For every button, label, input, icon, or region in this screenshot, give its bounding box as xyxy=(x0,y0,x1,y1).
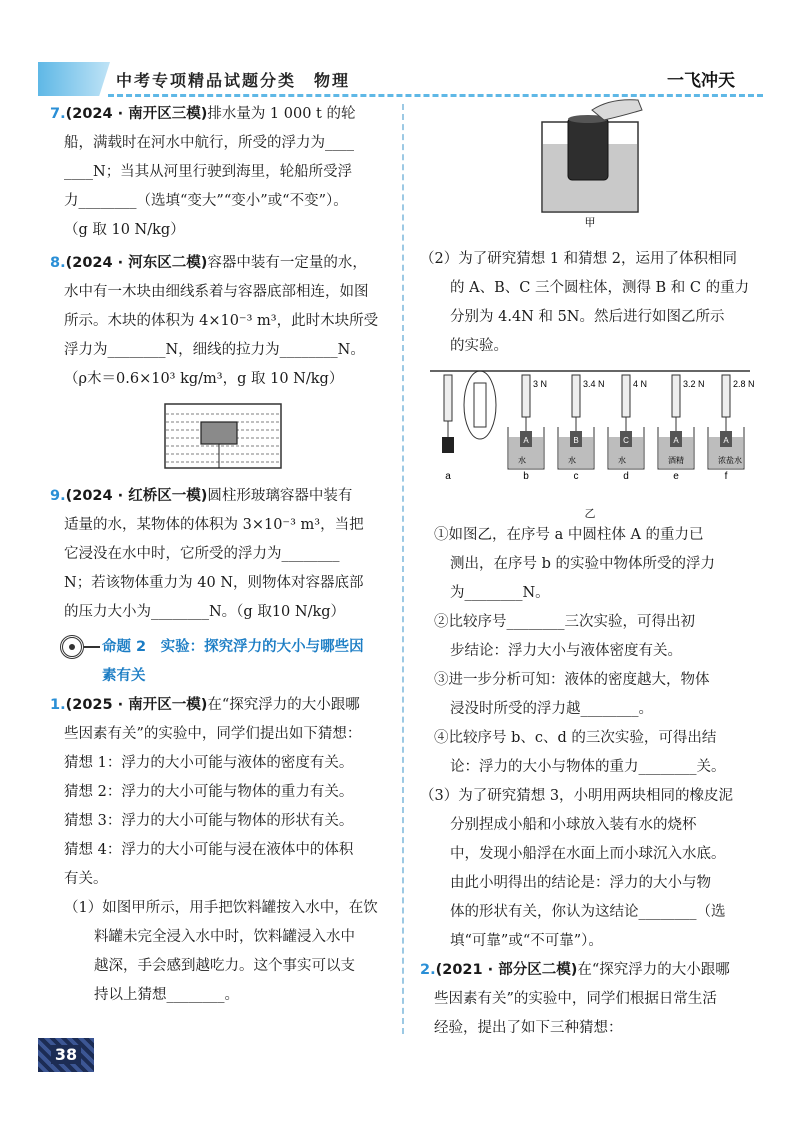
question-text: 所示。木块的体积为 4×10⁻³ m³，此时木块所受 xyxy=(64,313,379,329)
hypothesis-3: 猜想 3：浮力的大小可能与物体的形状有关。 xyxy=(64,813,354,829)
question-text: 力________（选填“变大”“变小”或“不变”）。 xyxy=(64,193,348,209)
liquid-label: 酒精 xyxy=(668,456,684,465)
part-2-text: 的 A、B、C 三个圆柱体，测得 B 和 C 的重力 xyxy=(450,280,750,296)
setup-a xyxy=(442,371,496,482)
arrow-icon xyxy=(84,646,100,648)
setup-f xyxy=(708,375,755,482)
part-3-text: 分别捏成小船和小球放入装有水的烧杯 xyxy=(450,817,697,833)
question-source: (2024 · 红桥区一模) xyxy=(65,488,208,504)
setup-d xyxy=(608,375,647,482)
cylinder-label: A xyxy=(523,436,529,445)
page-number-badge xyxy=(38,1038,94,1072)
setup-label: e xyxy=(673,471,679,482)
question-text: 在“探究浮力的大小跟哪 xyxy=(207,697,360,713)
setup-label: d xyxy=(623,471,629,482)
question-text: 排水量为 1 000 t 的轮 xyxy=(207,106,356,122)
header-title: 中考专项精品试题分类 物理 xyxy=(116,71,351,90)
left-column xyxy=(50,100,395,1010)
question-source: (2024 · 河东区二模) xyxy=(65,255,208,271)
question-text: 圆柱形玻璃容器中装有 xyxy=(207,488,353,504)
part-3-text: 填“可靠”或“不可靠”）。 xyxy=(450,933,603,949)
setup-c xyxy=(558,375,605,482)
part-2-text: 的实验。 xyxy=(450,338,508,354)
target-icon xyxy=(60,635,84,659)
part-3-text: 体的形状有关，你认为这结论________（选 xyxy=(450,904,726,920)
question-source: (2024 · 南开区三模) xyxy=(65,106,208,122)
topic-title-line2: 素有关 xyxy=(102,668,146,684)
setup-e xyxy=(658,375,705,482)
question-8 xyxy=(50,249,395,474)
scale-reading: 2.8 N xyxy=(733,379,755,389)
question-number: 9. xyxy=(50,488,66,504)
part-1-text: （1）如图甲所示，用手把饮料罐按入水中，在饮 xyxy=(64,900,378,916)
spring-scale xyxy=(522,375,530,417)
scale-reading: 3 N xyxy=(533,379,548,389)
question-text: 船，满载时在河水中航行，所受的浮力为____ xyxy=(64,135,354,151)
question-9 xyxy=(50,482,395,627)
liquid-label: 水 xyxy=(618,456,626,465)
scale-reading: 3.4 N xyxy=(583,379,605,389)
hypothesis-4: 猜想 4：浮力的大小可能与浸在液体中的体积 xyxy=(64,842,354,858)
part-2-text: （2）为了研究猜想 1 和猜想 2，运用了体积相同 xyxy=(420,251,738,267)
question-number: 1. xyxy=(50,697,66,713)
part-2-text: 分别为 4.4N 和 5N。然后进行如图乙所示 xyxy=(450,309,725,325)
cylinder-label: A xyxy=(673,436,679,445)
figure-yi-caption: 乙 xyxy=(584,507,596,520)
sub-1: 为________N。 xyxy=(450,585,550,601)
setup-b xyxy=(508,375,547,482)
setup-label: b xyxy=(523,471,529,482)
spring-scale xyxy=(622,375,630,417)
sub-4: ④比较序号 b、c、d 的三次实验，可得出结 xyxy=(434,730,717,746)
question-text: 经验，提出了如下三种猜想： xyxy=(434,1020,623,1036)
column-divider xyxy=(402,104,404,1034)
topic-heading xyxy=(50,633,395,691)
question-2 xyxy=(420,956,760,1043)
liquid-label: 水 xyxy=(568,456,576,465)
setup-label: f xyxy=(724,471,728,482)
question-number: 8. xyxy=(50,255,66,271)
part-3-text: 由此小明得出的结论是：浮力的大小与物 xyxy=(450,875,711,891)
question-text: 水中有一木块由细线系着与容器底部相连，如图 xyxy=(64,284,369,300)
question-number: 2. xyxy=(420,962,436,978)
question-text: 容器中装有一定量的水， xyxy=(207,255,367,271)
container-wood-block-figure xyxy=(163,402,283,474)
page-number: 38 xyxy=(51,1045,81,1064)
figure-jia-can-in-water xyxy=(530,96,660,228)
liquid-label: 浓盐水 xyxy=(718,456,742,465)
cylinder-label: A xyxy=(723,436,729,445)
question-number: 7. xyxy=(50,106,66,122)
sub-1: 测出，在序号 b 的实验中物体所受的浮力 xyxy=(450,556,715,572)
liquid-label: 水 xyxy=(518,456,526,465)
question-text: N；若该物体重力为 40 N，则物体对容器底部 xyxy=(64,575,364,591)
question-text: 些因素有关”的实验中，同学们提出如下猜想： xyxy=(64,726,362,742)
page-header xyxy=(38,62,763,98)
figure-yi-spring-scales xyxy=(430,369,755,499)
question-text: 它浸没在水中时，它所受的浮力为________ xyxy=(64,546,340,562)
cylinder-label: B xyxy=(573,436,579,445)
sub-2: 步结论：浮力大小与液体密度有关。 xyxy=(450,643,682,659)
hypothesis-2: 猜想 2：浮力的大小可能与物体的重力有关。 xyxy=(64,784,354,800)
figure-jia-label: 甲 xyxy=(584,217,596,229)
sub-4: 论：浮力的大小与物体的重力________关。 xyxy=(450,759,726,775)
right-column xyxy=(420,245,760,1043)
question-text: 在“探究浮力的大小跟哪 xyxy=(577,962,730,978)
sub-3: ③进一步分析可知：液体的密度越大，物体 xyxy=(434,672,710,688)
part-3-text: 中，发现小船浮在水面上而小球沉入水底。 xyxy=(450,846,726,862)
header-dashed-line xyxy=(108,94,763,97)
question-text: 浮力为________N，细线的拉力为________N。 xyxy=(64,342,365,358)
setup-label: a xyxy=(445,471,451,482)
wood-block xyxy=(201,422,237,444)
hypothesis-4-cont: 有关。 xyxy=(64,871,108,887)
part-1-text: 越深，手会感到越吃力。这个事实可以支 xyxy=(94,958,355,974)
part-1-text: 持以上猜想________。 xyxy=(94,987,239,1003)
cylinder-label: C xyxy=(623,436,629,445)
spring-scale xyxy=(572,375,580,417)
question-1 xyxy=(50,691,395,1010)
question-text: （g 取 10 N/kg） xyxy=(64,222,185,238)
question-text: 些因素有关”的实验中，同学们根据日常生活 xyxy=(434,991,717,1007)
question-text: 的压力大小为________N。（g 取10 N/kg） xyxy=(64,604,346,620)
scale-reading: 4 N xyxy=(633,379,648,389)
question-source: (2021 · 部分区二模) xyxy=(435,962,578,978)
question-7 xyxy=(50,100,395,245)
question-source: (2025 · 南开区一模) xyxy=(65,697,208,713)
sub-2: ②比较序号________三次实验，可得出初 xyxy=(434,614,695,630)
sub-3: 浸没时所受的浮力越________。 xyxy=(450,701,653,717)
spring-scale xyxy=(722,375,730,417)
sub-1: ①如图乙，在序号 a 中圆柱体 A 的重力已 xyxy=(434,527,704,543)
header-brand: 一飞冲天 xyxy=(667,71,735,91)
scale-reading: 3.2 N xyxy=(683,379,705,389)
hypothesis-1: 猜想 1：浮力的大小可能与液体的密度有关。 xyxy=(64,755,354,771)
header-logo-graphic xyxy=(38,62,110,96)
topic-title-line1: 命题 2 实验：探究浮力的大小与哪些因 xyxy=(102,639,364,655)
part-1-text: 料罐未完全浸入水中时，饮料罐浸入水中 xyxy=(94,929,355,945)
question-text: 适量的水，某物体的体积为 3×10⁻³ m³，当把 xyxy=(64,517,364,533)
setup-label: c xyxy=(573,471,579,482)
part-3-text: （3）为了研究猜想 3，小明用两块相同的橡皮泥 xyxy=(420,788,734,804)
question-text: ____N；当其从河里行驶到海里，轮船所受浮 xyxy=(64,164,353,180)
question-text: （ρ木＝0.6×10³ kg/m³，g 取 10 N/kg） xyxy=(64,371,344,387)
spring-scale xyxy=(672,375,680,417)
